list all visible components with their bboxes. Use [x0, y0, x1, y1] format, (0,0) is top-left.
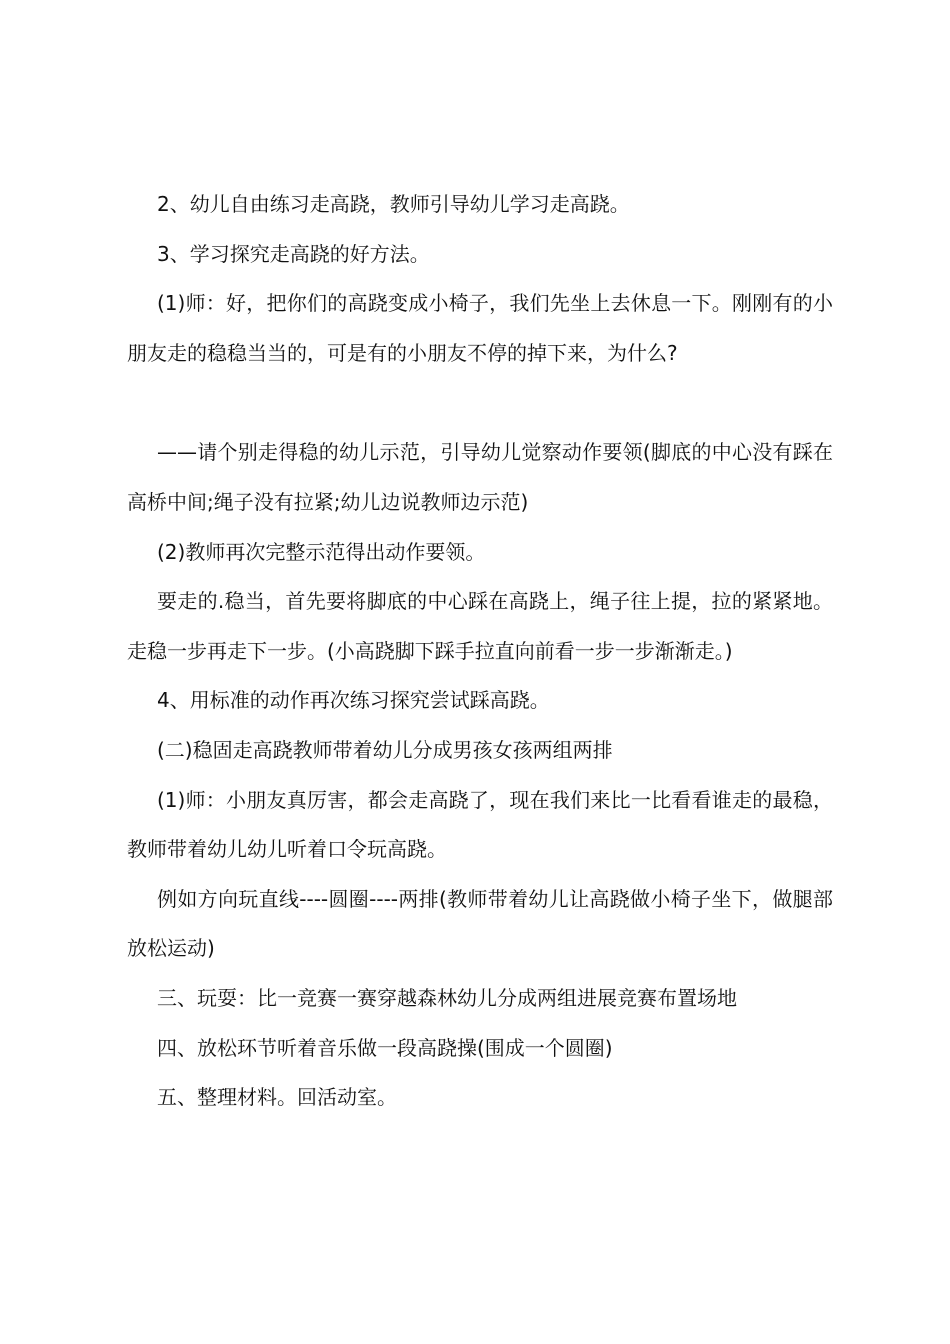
paragraph-walking-method: 要走的.稳当，首先要将脚底的中心踩在高跷上，绳子往上提，拉的紧紧地。走稳一步再走下一步。(小高跷脚下踩手拉直向前看一步一步渐渐走。) [127, 589, 833, 663]
paragraph-section-five: 五、整理材料。回活动室。 [157, 1085, 397, 1110]
paragraph-step-3: 3、学习探究走高跷的好方法。 [157, 241, 430, 266]
paragraph-section-two: (二)稳固走高跷教师带着幼儿分成男孩女孩两组两排 [157, 737, 613, 762]
paragraph-action-essentials: (2)教师再次完整示范得出动作要领。 [157, 539, 486, 564]
document-body [127, 180, 833, 1123]
paragraph-section-three: 三、玩耍：比一竞赛一赛穿越森林幼儿分成两组进展竞赛布置场地 [157, 985, 737, 1010]
paragraph-spacer [127, 378, 833, 428]
paragraph-step-2: 2、幼儿自由练习走高跷，教师引导幼儿学习走高跷。 [157, 192, 630, 216]
paragraph-section-four: 四、放松环节听着音乐做一段高跷操(围成一个圆圈) [157, 1035, 613, 1060]
paragraph-teacher-praise: (1)师：小朋友真厉害，都会走高跷了，现在我们来比一比看看谁走的最稳，教师带着幼儿幼儿听着口令玩高跷。 [127, 787, 833, 862]
paragraph-formation-example: 例如方向玩直线----圆圈----两排(教师带着幼儿让高跷做小椅子坐下，做腿部放松运动) [127, 886, 833, 961]
paragraph-demonstration: ——请个别走得稳的幼儿示范，引导幼儿觉察动作要领(脚底的中心没有踩在高桥中间;绳子没有拉紧;幼儿边说教师边示范) [127, 440, 833, 514]
paragraph-step-4: 4、用标准的动作再次练习探究尝试踩高跷。 [157, 688, 550, 713]
paragraph-teacher-question: (1)师：好，把你们的高跷变成小椅子，我们先坐上去休息一下。刚刚有的小朋友走的稳稳当当的，可是有的小朋友不停的掉下来，为什么? [127, 291, 833, 365]
